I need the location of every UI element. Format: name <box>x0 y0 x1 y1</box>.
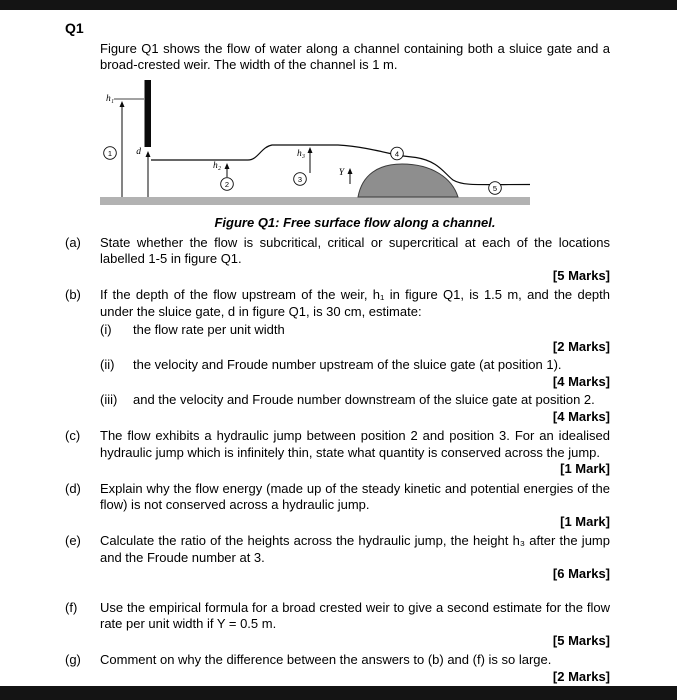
part-d <box>65 481 610 531</box>
marks-badge: [2 Marks] <box>552 338 610 354</box>
part-label: (a) <box>65 234 81 250</box>
d-label: d <box>136 146 141 157</box>
page-top-border <box>0 0 677 10</box>
part-label: (b) <box>65 287 81 302</box>
h3-arrowhead <box>308 147 313 153</box>
part-b <box>65 287 610 425</box>
part-text: Calculate the ratio of the heights across the hydraulic jump, the height h₃ after the jump and the Froude number at 3. <box>100 533 610 565</box>
water-surface-profile <box>151 145 530 185</box>
position-1-marker <box>104 146 117 159</box>
part-label: (d) <box>65 480 81 496</box>
marks-badge: [1 Mark] <box>560 461 610 476</box>
figure-q1 <box>100 80 610 215</box>
subpart-text: the flow rate per unit width <box>133 322 285 337</box>
svg-text:1: 1 <box>107 148 113 158</box>
d-arrowhead <box>146 151 151 157</box>
marks-badge: [4 Marks] <box>552 408 610 424</box>
marks-badge: [5 Marks] <box>552 632 610 648</box>
subpart-label: (i) <box>100 322 112 337</box>
part-label: (e) <box>65 533 81 548</box>
y-arrowhead <box>348 168 353 174</box>
part-a <box>65 235 610 285</box>
part-g <box>65 652 610 685</box>
position-5-marker <box>489 181 502 194</box>
subpart-b-ii <box>100 357 610 390</box>
svg-text:5: 5 <box>492 183 498 193</box>
part-text: Use the empirical formula for a broad crested weir to give a second estimate for the flow rate per unit width if Y = 0.5 m. <box>100 599 610 631</box>
marks-badge: [4 Marks] <box>552 373 610 389</box>
svg-text:3: 3 <box>297 174 303 184</box>
figure-caption: Figure Q1: Free surface flow along a channel. <box>214 215 496 230</box>
page-bottom-border <box>0 686 677 700</box>
marks-badge: [2 Marks] <box>552 668 610 684</box>
part-text: If the depth of the flow upstream of the weir, h₁ in figure Q1, is 1.5 m, and the depth under the sluice gate, d in figure Q1, is 30 cm, estimate: <box>100 287 610 319</box>
y-label: Y <box>338 167 344 178</box>
position-4-marker <box>391 147 404 160</box>
part-text: State whether the flow is subcritical, critical or supercritical at each of the locations labelled 1-5 in figure Q1. <box>100 234 610 266</box>
part-text: Explain why the flow energy (made up of the steady kinetic and potential energies of the flow) is not conserved across a hydraulic jump. <box>100 480 610 512</box>
h1-arrowhead <box>120 101 125 107</box>
part-label: (g) <box>65 652 81 667</box>
marks-badge: [1 Mark] <box>560 513 610 529</box>
marks-badge: [6 Marks] <box>552 566 610 581</box>
part-f <box>65 600 610 650</box>
intro-paragraph: Figure Q1 shows the flow of water along a channel containing both a sluice gate and a broad-crested weir. The width of the channel is 1 m. <box>100 40 610 72</box>
part-e <box>65 533 610 583</box>
h1-label: h₁ <box>106 93 115 104</box>
h2-arrowhead <box>225 163 230 169</box>
channel-flow-diagram <box>100 80 530 210</box>
svg-text:2: 2 <box>224 179 230 189</box>
position-3-marker <box>294 172 307 185</box>
subpart-text: the velocity and Froude number upstream of the sluice gate (at position 1). <box>133 357 562 372</box>
subpart-b-i <box>100 322 610 355</box>
marks-badge: [5 Marks] <box>552 267 610 283</box>
subpart-label: (ii) <box>100 357 115 372</box>
part-text: The flow exhibits a hydraulic jump between position 2 and position 3. For an idealised hydraulic jump which is infinitely thin, state what quantity is conserved across the jump. <box>100 428 610 460</box>
part-label: (f) <box>65 599 78 615</box>
exam-page <box>0 10 677 685</box>
h3-label: h₃ <box>296 148 305 159</box>
part-text: Comment on why the difference between the answers to (b) and (f) is so large. <box>100 652 552 667</box>
subpart-label: (iii) <box>100 392 118 407</box>
part-label: (c) <box>65 428 81 443</box>
svg-text:4: 4 <box>394 148 400 158</box>
part-c <box>65 428 610 478</box>
subpart-text: and the velocity and Froude number downstream of the sluice gate at position 2. <box>133 392 595 407</box>
sluice-gate <box>145 80 152 147</box>
subpart-b-iii <box>100 392 610 425</box>
h2-label: h₂ <box>212 160 221 171</box>
question-title: Q1 <box>65 20 84 36</box>
channel-floor <box>100 197 530 205</box>
position-2-marker <box>221 177 234 190</box>
broad-crested-weir <box>358 164 458 197</box>
